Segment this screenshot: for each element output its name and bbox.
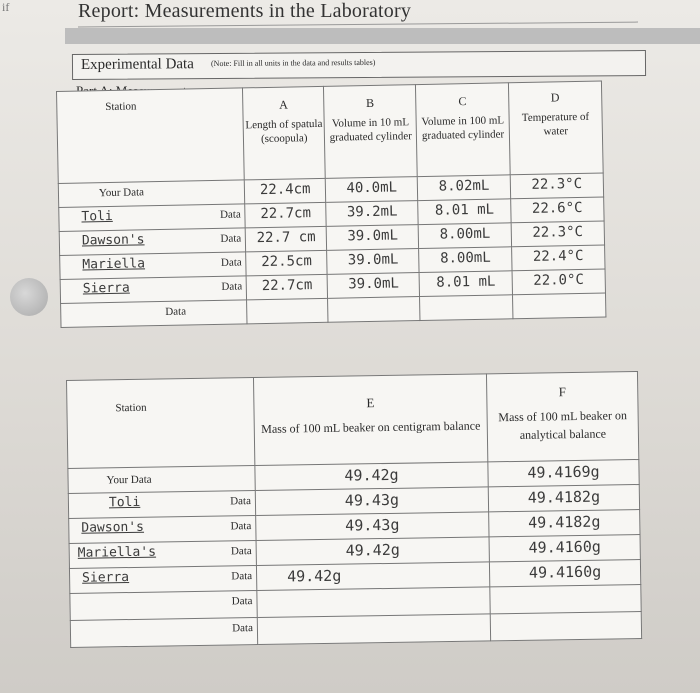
data-label: Data <box>220 232 242 245</box>
section-title: Experimental Data <box>80 56 194 73</box>
station-cell <box>58 180 245 208</box>
column-letter: C <box>458 94 467 109</box>
value-cell: 22.6°C <box>510 197 604 223</box>
value-cell: 8.00mL <box>419 223 512 249</box>
value-cell: 22.5cm <box>246 250 327 276</box>
data-label: Data <box>220 256 242 269</box>
station-cell <box>59 228 246 256</box>
station-cell <box>70 618 257 648</box>
station-cell <box>69 516 256 544</box>
station-cell <box>60 276 247 304</box>
station-name: Your Data <box>106 473 152 487</box>
value-cell: 22.4°C <box>511 245 605 271</box>
data-label: Data <box>230 495 252 508</box>
value-cell <box>328 297 421 323</box>
data-label: Data <box>231 570 253 583</box>
value-cell: 49.43g <box>255 487 488 516</box>
column-letter: E <box>366 395 375 411</box>
value-cell: 22.0°C <box>512 269 606 295</box>
value-cell: 39.0mL <box>326 225 419 251</box>
table-header-row <box>57 81 604 183</box>
value-cell <box>257 587 490 618</box>
station-name: Toli <box>81 208 113 225</box>
value-cell: 40.0mL <box>325 177 418 203</box>
data-label: Data <box>231 595 253 608</box>
section-note: (Note: Fill in all units in the data and results tables) <box>210 57 376 69</box>
data-label: Data <box>219 208 241 221</box>
station-cell <box>68 491 255 519</box>
table-header-row <box>67 372 639 469</box>
value-cell: 49.43g <box>256 512 489 541</box>
data-label: Data <box>165 305 187 318</box>
column-label: Volume in 10 mL graduated cylinder <box>329 116 412 144</box>
column-label: Length of spatula (scoopula) <box>245 117 323 146</box>
column-letter: D <box>550 90 560 105</box>
value-cell: 22.4cm <box>245 178 326 204</box>
column-label: Volume in 100 mL graduated cylinder <box>421 114 505 142</box>
value-cell: 39.2mL <box>326 201 419 227</box>
column-header-d <box>508 81 603 175</box>
value-cell: 8.00mL <box>419 247 512 273</box>
station-name: Toli <box>108 494 141 511</box>
station-cell <box>59 204 246 232</box>
column-letter: A <box>279 97 289 112</box>
station-name: Sierra <box>82 280 130 297</box>
column-header-f <box>486 372 638 462</box>
value-cell <box>490 611 641 640</box>
value-cell: 49.42g <box>256 562 489 591</box>
column-header-e <box>253 374 487 466</box>
data-label: Data <box>230 545 252 558</box>
station-cell <box>70 591 257 621</box>
value-cell: 39.0mL <box>327 249 420 275</box>
value-cell: 22.3°C <box>511 221 605 247</box>
station-header: Station <box>57 88 245 184</box>
column-header-a <box>243 86 326 180</box>
value-cell: 49.4182g <box>489 510 640 537</box>
station-name: Dawson's <box>81 232 145 249</box>
value-cell: 8.01 mL <box>418 199 511 225</box>
column-label: Mass of 100 mL beaker on centigram balance <box>261 418 481 436</box>
value-cell: 49.4160g <box>489 560 640 587</box>
station-name: Mariella's <box>77 544 157 561</box>
value-cell: 22.3°C <box>510 173 604 199</box>
value-cell: 22.7cm <box>245 202 326 228</box>
data-label: Data <box>221 280 243 293</box>
value-cell: 8.01 mL <box>420 271 513 297</box>
header-band <box>65 28 700 44</box>
value-cell: 49.42g <box>255 462 488 491</box>
value-cell <box>512 293 606 319</box>
mass-table <box>66 371 642 648</box>
value-cell: 49.4160g <box>489 535 640 562</box>
column-header-c <box>416 83 510 177</box>
value-cell: 49.4169g <box>488 460 639 487</box>
value-cell <box>490 584 641 613</box>
station-cell <box>68 466 255 494</box>
value-cell: 49.4182g <box>488 485 639 512</box>
station-name: Mariella <box>82 256 146 273</box>
value-cell: 39.0mL <box>327 273 420 299</box>
station-name: Dawson's <box>81 519 145 536</box>
page-corner-mark: if <box>2 0 10 14</box>
column-label: Temperature of water <box>521 110 590 138</box>
data-label: Data <box>230 520 252 533</box>
station-cell <box>60 252 247 280</box>
station-name: Sierra <box>81 570 130 586</box>
data-label: Data <box>232 622 254 635</box>
measurements-table <box>56 81 606 328</box>
value-cell: 8.02mL <box>418 175 511 201</box>
value-cell: 49.42g <box>256 537 489 566</box>
column-letter: F <box>558 384 566 400</box>
station-name: Your Data <box>98 186 145 200</box>
column-label: Mass of 100 mL beaker on analytical balance <box>498 408 627 442</box>
value-cell <box>257 614 490 645</box>
page-title: Report: Measurements in the Laboratory <box>78 0 412 22</box>
station-cell <box>69 541 256 569</box>
column-letter: B <box>365 95 375 111</box>
experimental-data-box <box>72 50 646 80</box>
value-cell <box>420 295 513 321</box>
station-cell <box>69 566 256 594</box>
column-header-b <box>324 85 418 179</box>
binder-hole <box>10 278 48 316</box>
station-cell <box>61 300 248 328</box>
value-cell: 22.7cm <box>246 274 327 300</box>
value-cell: 22.7 cm <box>246 226 327 252</box>
value-cell <box>247 298 328 324</box>
station-header: Station <box>67 378 255 469</box>
